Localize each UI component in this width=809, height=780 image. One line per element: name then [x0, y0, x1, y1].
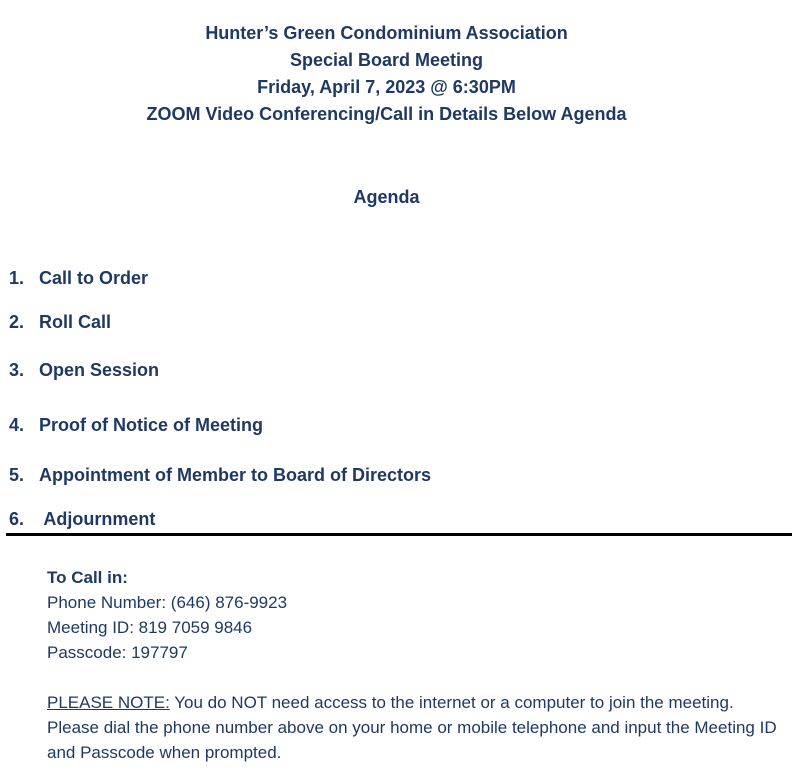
agenda-item	[9, 413, 263, 437]
agenda-item-number: 6.	[9, 509, 25, 529]
agenda-item-label: Open Session	[39, 360, 160, 380]
agenda-item	[9, 358, 159, 382]
document-header	[0, 20, 773, 128]
call-in-details	[47, 565, 287, 665]
meeting-type: Special Board Meeting	[289, 50, 484, 70]
agenda-item-label: Proof of Notice of Meeting	[39, 415, 263, 435]
note-label: PLEASE NOTE:	[47, 693, 170, 712]
association-name: Hunter’s Green Condominium Association	[205, 23, 568, 43]
agenda-item	[9, 463, 431, 487]
passcode: Passcode: 197797	[47, 643, 188, 662]
agenda-item	[9, 266, 148, 290]
agenda-item-number: 2.	[9, 312, 25, 332]
agenda-item-label: Call to Order	[39, 268, 149, 288]
agenda-item-number: 5.	[9, 465, 25, 485]
agenda-item-number: 4.	[9, 415, 25, 435]
agenda-item-label: Appointment of Member to Board of Directors	[39, 465, 432, 485]
section-divider	[6, 533, 792, 536]
phone-number: Phone Number: (646) 876-9923	[47, 593, 288, 612]
please-note	[47, 690, 787, 765]
agenda-item-number: 3.	[9, 360, 25, 380]
note-text: You do NOT need access to the internet or a computer to join the meeting. Please dial the phone number above on your home or mobile telephone and input the Meeting ID and Passcode when prompted.	[47, 693, 777, 762]
agenda-item	[9, 507, 155, 531]
call-in-heading: To Call in:	[47, 568, 128, 587]
agenda-item-label: Adjournment	[39, 509, 156, 529]
meeting-date: Friday, April 7, 2023 @ 6:30PM	[257, 77, 516, 97]
agenda-item	[9, 310, 111, 334]
meeting-id: Meeting ID: 819 7059 9846	[47, 618, 253, 637]
agenda-item-number: 1.	[9, 268, 25, 288]
agenda-item-label: Roll Call	[39, 312, 112, 332]
agenda-title: Agenda	[353, 187, 420, 207]
meeting-format: ZOOM Video Conferencing/Call in Details Below Agenda	[146, 104, 627, 124]
